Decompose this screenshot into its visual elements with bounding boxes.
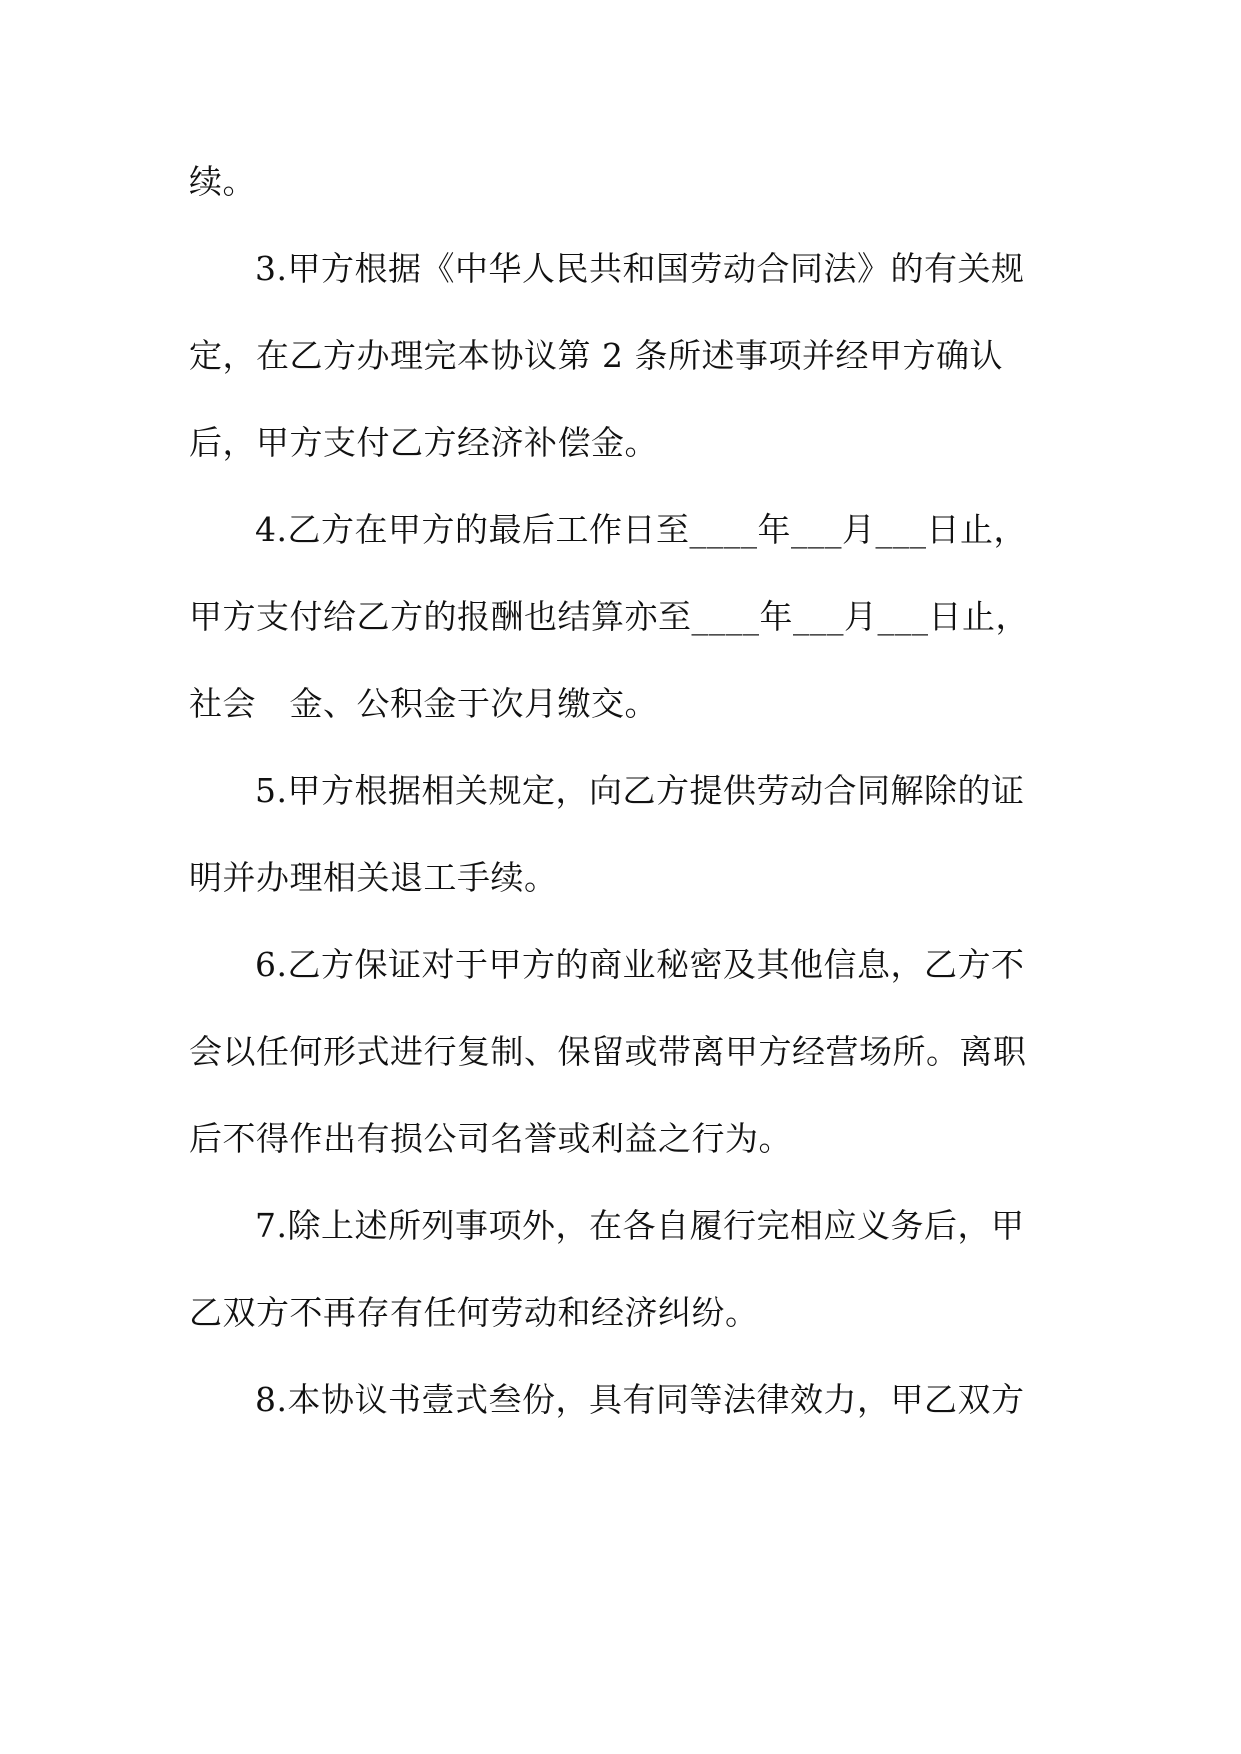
- clause-4-line-2: 甲方支付给乙方的报酬也结算亦至____年___月___日止，: [189, 597, 1029, 636]
- clause-3-line-2: 定，在乙方办理完本协议第 2 条所述事项并经甲方确认: [189, 336, 1003, 375]
- clause-5-line-2: 明并办理相关退工手续。: [189, 858, 558, 897]
- clause-7-line-2: 乙双方不再存有任何劳动和经济纠纷。: [189, 1293, 759, 1332]
- clause-6-line-1: 6.乙方保证对于甲方的商业秘密及其他信息，乙方不: [255, 945, 1025, 984]
- clause-4-line-1: 4.乙方在甲方的最后工作日至____年___月___日止，: [255, 510, 1027, 549]
- clause-7-line-1: 7.除上述所列事项外，在各自履行完相应义务后，甲: [255, 1206, 1025, 1245]
- clause-3-line-3: 后，甲方支付乙方经济补偿金。: [189, 423, 658, 462]
- clause-6-line-3: 后不得作出有损公司名誉或利益之行为。: [189, 1119, 792, 1158]
- text-line-1: 续。: [189, 162, 256, 201]
- clause-6-line-2: 会以任何形式进行复制、保留或带离甲方经营场所。离职: [189, 1032, 1027, 1071]
- clause-4-line-3: 社会 金、公积金于次月缴交。: [189, 684, 658, 723]
- clause-5-line-1: 5.甲方根据相关规定，向乙方提供劳动合同解除的证: [255, 771, 1025, 810]
- clause-3-line-1: 3.甲方根据《中华人民共和国劳动合同法》的有关规: [255, 249, 1025, 288]
- clause-8-line-1: 8.本协议书壹式叁份，具有同等法律效力，甲乙双方: [255, 1380, 1025, 1419]
